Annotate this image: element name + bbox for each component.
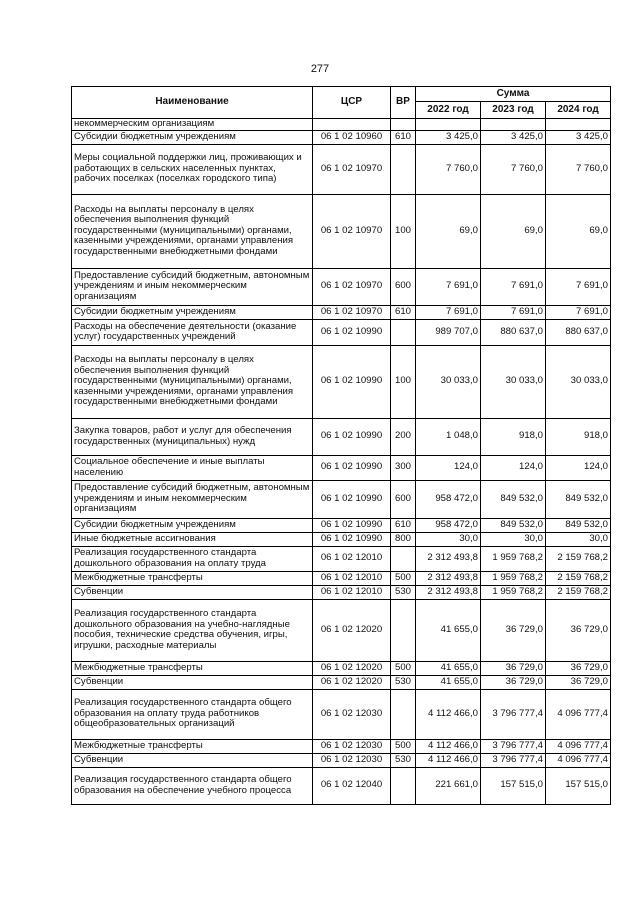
table-row [72,518,611,532]
row-2024-cell: 4 096 777,4 [546,689,611,739]
row-name-cell: Предоставление субсидий бюджетным, автономным учреждениям и иным некоммерческим организациям [72,480,313,518]
row-2023-cell: 7 691,0 [481,268,546,305]
table-row [72,753,611,767]
row-name-cell: некоммерческим организациям [72,119,313,131]
row-vr-cell: 300 [391,455,416,480]
row-name-cell: Субсидии бюджетным учреждениям [72,305,313,319]
row-2022-cell: 958 472,0 [416,480,481,518]
table-row [72,119,611,131]
row-2023-cell: 30 033,0 [481,345,546,418]
row-name-cell: Расходы на обеспечение деятельности (оказание услуг) государственных учреждений [72,319,313,345]
table-body [72,119,611,805]
row-2022-cell: 958 472,0 [416,518,481,532]
row-vr-cell: 530 [391,585,416,599]
row-2024-cell: 2 159 768,2 [546,585,611,599]
table-row [72,585,611,599]
row-csr-cell: 06 1 02 12030 [313,739,391,753]
row-2023-cell: 7 760,0 [481,144,546,194]
row-vr-cell: 100 [391,345,416,418]
table-row [72,305,611,319]
row-name-cell: Субсидии бюджетным учреждениям [72,518,313,532]
row-2022-cell: 4 112 466,0 [416,689,481,739]
row-vr-cell: 100 [391,194,416,268]
row-2024-cell: 7 760,0 [546,144,611,194]
row-2022-cell: 41 655,0 [416,661,481,675]
row-vr-cell [391,546,416,571]
row-name-cell: Иные бюджетные ассигнования [72,532,313,546]
row-name-cell: Субвенции [72,753,313,767]
row-2022-cell: 7 691,0 [416,305,481,319]
row-2024-cell: 4 096 777,4 [546,739,611,753]
row-csr-cell: 06 1 02 10970 [313,144,391,194]
row-2024-cell: 880 637,0 [546,319,611,345]
row-csr-cell: 06 1 02 10990 [313,345,391,418]
row-csr-cell: 06 1 02 12020 [313,599,391,661]
row-2022-cell: 3 425,0 [416,130,481,144]
row-name-cell: Субвенции [72,675,313,689]
row-2023-cell: 36 729,0 [481,661,546,675]
table-row [72,268,611,305]
header-csr: ЦСР [313,87,391,119]
row-2024-cell: 30,0 [546,532,611,546]
row-2024-cell: 849 532,0 [546,518,611,532]
table-row [72,546,611,571]
row-vr-cell: 600 [391,480,416,518]
row-name-cell: Меры социальной поддержки лиц, проживающих и работающих в сельских населенных пунктах, рабочих поселках (поселках городского типа) [72,144,313,194]
row-vr-cell [391,119,416,131]
row-2023-cell: 880 637,0 [481,319,546,345]
row-name-cell: Реализация государственного стандарта общего образования на оплату труда работников общеобразовательных организаций [72,689,313,739]
row-2022-cell: 2 312 493,8 [416,571,481,585]
row-2024-cell: 7 691,0 [546,268,611,305]
row-2023-cell: 849 532,0 [481,518,546,532]
row-2023-cell: 849 532,0 [481,480,546,518]
table-row [72,455,611,480]
table-row [72,675,611,689]
row-2022-cell: 7 760,0 [416,144,481,194]
row-2024-cell: 36 729,0 [546,675,611,689]
row-csr-cell [313,119,391,131]
row-csr-cell: 06 1 02 10990 [313,418,391,455]
row-vr-cell: 200 [391,418,416,455]
row-2024-cell: 2 159 768,2 [546,546,611,571]
row-vr-cell [391,319,416,345]
row-name-cell: Расходы на выплаты персоналу в целях обеспечения выполнения функций государственными (муниципальными) органами, казенными учреждениями, органами управления государственными внебюджетными фондами [72,194,313,268]
row-2024-cell: 849 532,0 [546,480,611,518]
table-row [72,532,611,546]
row-name-cell: Расходы на выплаты персоналу в целях обеспечения выполнения функций государственными (муниципальными) органами, казенными учреждениями, органами управления государственными внебюджетными фондами [72,345,313,418]
table-row [72,599,611,661]
row-csr-cell: 06 1 02 12020 [313,675,391,689]
header-sum: Сумма [416,87,611,102]
row-name-cell: Субсидии бюджетным учреждениям [72,130,313,144]
row-2022-cell: 69,0 [416,194,481,268]
table-row [72,571,611,585]
row-2023-cell: 3 796 777,4 [481,753,546,767]
row-2022-cell: 989 707,0 [416,319,481,345]
table-row [72,130,611,144]
row-name-cell: Субвенции [72,585,313,599]
row-name-cell: Реализация государственного стандарта общего образования на обеспечение учебного процесса [72,767,313,804]
row-csr-cell: 06 1 02 12010 [313,585,391,599]
row-name-cell: Межбюджетные трансферты [72,661,313,675]
row-csr-cell: 06 1 02 12030 [313,689,391,739]
row-2022-cell: 41 655,0 [416,599,481,661]
row-name-cell: Предоставление субсидий бюджетным, автономным учреждениям и иным некоммерческим организациям [72,268,313,305]
row-2022-cell [416,119,481,131]
row-vr-cell: 530 [391,753,416,767]
row-2022-cell: 124,0 [416,455,481,480]
row-2023-cell: 3 796 777,4 [481,689,546,739]
row-vr-cell: 610 [391,305,416,319]
row-vr-cell: 530 [391,675,416,689]
row-2022-cell: 7 691,0 [416,268,481,305]
row-vr-cell [391,767,416,804]
row-csr-cell: 06 1 02 10970 [313,268,391,305]
row-name-cell: Социальное обеспечение и иные выплаты населению [72,455,313,480]
row-2022-cell: 30,0 [416,532,481,546]
row-csr-cell: 06 1 02 12010 [313,546,391,571]
row-2024-cell: 7 691,0 [546,305,611,319]
row-vr-cell: 600 [391,268,416,305]
header-name: Наименование [72,87,313,119]
row-vr-cell: 500 [391,571,416,585]
row-csr-cell: 06 1 02 10970 [313,194,391,268]
row-2023-cell: 918,0 [481,418,546,455]
row-2023-cell [481,119,546,131]
row-csr-cell: 06 1 02 12040 [313,767,391,804]
table-row [72,144,611,194]
row-2023-cell: 3 425,0 [481,130,546,144]
row-2022-cell: 2 312 493,8 [416,546,481,571]
row-vr-cell: 500 [391,739,416,753]
row-2022-cell: 41 655,0 [416,675,481,689]
table-row [72,319,611,345]
row-vr-cell: 500 [391,661,416,675]
row-2024-cell: 157 515,0 [546,767,611,804]
row-csr-cell: 06 1 02 10990 [313,518,391,532]
row-csr-cell: 06 1 02 10990 [313,455,391,480]
row-2022-cell: 1 048,0 [416,418,481,455]
row-vr-cell [391,689,416,739]
table-row [72,418,611,455]
table-row [72,767,611,804]
row-2023-cell: 124,0 [481,455,546,480]
row-vr-cell: 800 [391,532,416,546]
row-2024-cell [546,119,611,131]
row-vr-cell [391,144,416,194]
row-2023-cell: 1 959 768,2 [481,585,546,599]
row-2024-cell: 30 033,0 [546,345,611,418]
row-2024-cell: 124,0 [546,455,611,480]
row-2024-cell: 918,0 [546,418,611,455]
row-csr-cell: 06 1 02 10990 [313,480,391,518]
row-2023-cell: 1 959 768,2 [481,571,546,585]
row-csr-cell: 06 1 02 10990 [313,532,391,546]
row-name-cell: Реализация государственного стандарта дошкольного образования на оплату труда [72,546,313,571]
row-name-cell: Межбюджетные трансферты [72,571,313,585]
row-2022-cell: 4 112 466,0 [416,739,481,753]
row-2023-cell: 1 959 768,2 [481,546,546,571]
row-csr-cell: 06 1 02 10970 [313,305,391,319]
row-name-cell: Закупка товаров, работ и услуг для обеспечения государственных (муниципальных) нужд [72,418,313,455]
row-2023-cell: 36 729,0 [481,599,546,661]
row-2023-cell: 36 729,0 [481,675,546,689]
row-2022-cell: 4 112 466,0 [416,753,481,767]
table-row [72,345,611,418]
header-year-2022: 2022 год [416,102,481,119]
row-2023-cell: 3 796 777,4 [481,739,546,753]
row-name-cell: Межбюджетные трансферты [72,739,313,753]
row-2022-cell: 221 661,0 [416,767,481,804]
row-2024-cell: 2 159 768,2 [546,571,611,585]
row-2024-cell: 36 729,0 [546,599,611,661]
row-2022-cell: 2 312 493,8 [416,585,481,599]
table-row [72,194,611,268]
row-2022-cell: 30 033,0 [416,345,481,418]
row-vr-cell: 610 [391,130,416,144]
table-row [72,661,611,675]
row-2024-cell: 36 729,0 [546,661,611,675]
row-2024-cell: 69,0 [546,194,611,268]
row-name-cell: Реализация государственного стандарта дошкольного образования на учебно-наглядные пособия, технические средства обучения, игры, игрушки, расходные материалы [72,599,313,661]
row-2023-cell: 69,0 [481,194,546,268]
table-row [72,689,611,739]
table-row [72,480,611,518]
row-2023-cell: 30,0 [481,532,546,546]
table-row [72,739,611,753]
page-number: 277 [310,63,330,75]
budget-table [71,86,611,805]
row-vr-cell: 610 [391,518,416,532]
header-year-2023: 2023 год [481,102,546,119]
row-csr-cell: 06 1 02 10990 [313,319,391,345]
header-vr: ВР [391,87,416,119]
row-vr-cell [391,599,416,661]
row-csr-cell: 06 1 02 12010 [313,571,391,585]
row-csr-cell: 06 1 02 12020 [313,661,391,675]
row-csr-cell: 06 1 02 10960 [313,130,391,144]
row-2024-cell: 3 425,0 [546,130,611,144]
row-2023-cell: 7 691,0 [481,305,546,319]
row-2024-cell: 4 096 777,4 [546,753,611,767]
header-year-2024: 2024 год [546,102,611,119]
row-2023-cell: 157 515,0 [481,767,546,804]
row-csr-cell: 06 1 02 12030 [313,753,391,767]
